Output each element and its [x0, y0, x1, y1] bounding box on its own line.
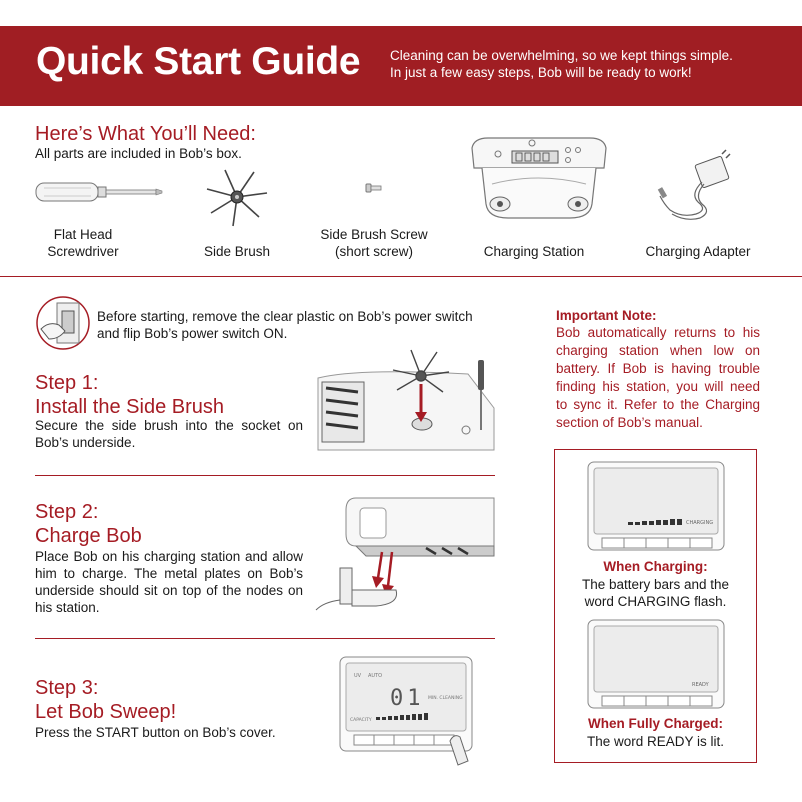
step3-text: Press the START button on Bob’s cover. — [35, 725, 276, 740]
step2-title: Charge Bob — [35, 525, 142, 547]
step2-illustration — [316, 494, 494, 610]
part-label-charging-adapter-line2: Charging Adapter — [645, 244, 751, 259]
part-label-screwdriver-line2: Screwdriver — [47, 244, 119, 259]
part-label-side-brush-line1 — [185, 226, 289, 243]
charged-text: The word READY is lit. — [586, 734, 725, 749]
step1-illustration — [318, 338, 494, 450]
screw-icon — [366, 183, 382, 193]
part-label-screwdriver-line1: Flat Head — [53, 227, 113, 242]
power-switch-icon — [35, 295, 91, 351]
part-label-screwdriver — [30, 226, 136, 260]
part-label-side-brush — [185, 226, 289, 260]
step-divider-1 — [35, 475, 495, 476]
part-label-charging-station-line2: Charging Station — [483, 244, 585, 259]
step1-title: Install the Side Brush — [35, 396, 224, 418]
intro-line2: and flip Bob’s power switch ON. — [97, 326, 288, 341]
page-title: Quick Start Guide — [36, 40, 361, 83]
charging-display-word: CHARGING — [686, 520, 714, 526]
display-capacity-label: CAPACITY — [350, 718, 372, 723]
intro-text — [97, 308, 517, 342]
charging-text-line2: word CHARGING flash. — [584, 594, 727, 609]
charging-title: When Charging: — [603, 559, 708, 574]
step1-text: Secure the side brush into the socket on Bob’s underside. — [35, 418, 303, 450]
part-label-charging-station — [474, 226, 594, 260]
part-label-side-brush-line2: Side Brush — [203, 244, 271, 259]
step1-label: Step 1: — [35, 372, 99, 394]
display-mode-label: MIN. CLEANING — [428, 696, 463, 701]
step3-title: Let Bob Sweep! — [35, 701, 177, 723]
control-panel-display — [340, 657, 474, 765]
screwdriver-icon — [36, 180, 162, 206]
header-subtitle-line1: Cleaning can be overwhelming, so we kept things simple. — [390, 48, 733, 63]
display-uv-label: UV — [354, 673, 362, 679]
charging-display — [588, 462, 728, 552]
step-divider-2 — [35, 638, 495, 639]
note-text: Bob automatically returns to his charging station when low on battery. If Bob is having trouble finding his station, you will need to sync it. Refer to the Charging section of Bob’s manual. — [556, 325, 760, 430]
charging-text — [554, 576, 757, 610]
needs-subtitle: All parts are included in Bob’s box. — [35, 146, 242, 161]
charging-station-icon — [468, 134, 610, 226]
step2-label: Step 2: — [35, 501, 99, 523]
needs-title: Here’s What You’ll Need: — [35, 123, 256, 145]
part-label-charging-adapter-line1 — [632, 226, 764, 243]
step3-label: Step 3: — [35, 677, 99, 699]
part-label-screw-line1: Side Brush Screw — [320, 227, 428, 242]
part-label-charging-adapter — [632, 226, 764, 260]
header-subtitle-line2: In just a few easy steps, Bob will be ready to work! — [390, 65, 692, 80]
step2-text: Place Bob on his charging station and allow him to charge. The metal plates on Bob’s underside should sit on top of the nodes on his station. — [35, 549, 303, 615]
display-digits: 01 — [390, 686, 425, 711]
display-auto-label: AUTO — [368, 673, 383, 679]
part-label-charging-station-line1 — [474, 226, 594, 243]
charging-text-line1: The battery bars and the — [581, 577, 730, 592]
side-brush-icon — [205, 168, 269, 226]
charged-title: When Fully Charged: — [588, 716, 723, 731]
intro-line1: Before starting, remove the clear plastic on Bob’s power switch — [97, 309, 473, 324]
part-label-screw — [304, 226, 444, 260]
ready-display — [588, 620, 728, 710]
header-subtitle — [390, 47, 790, 81]
note-title: Important Note: — [556, 308, 657, 323]
section-divider — [0, 276, 802, 277]
charging-adapter-icon — [660, 150, 734, 228]
part-label-screw-line2: (short screw) — [334, 244, 413, 259]
ready-display-word: READY — [692, 682, 709, 688]
